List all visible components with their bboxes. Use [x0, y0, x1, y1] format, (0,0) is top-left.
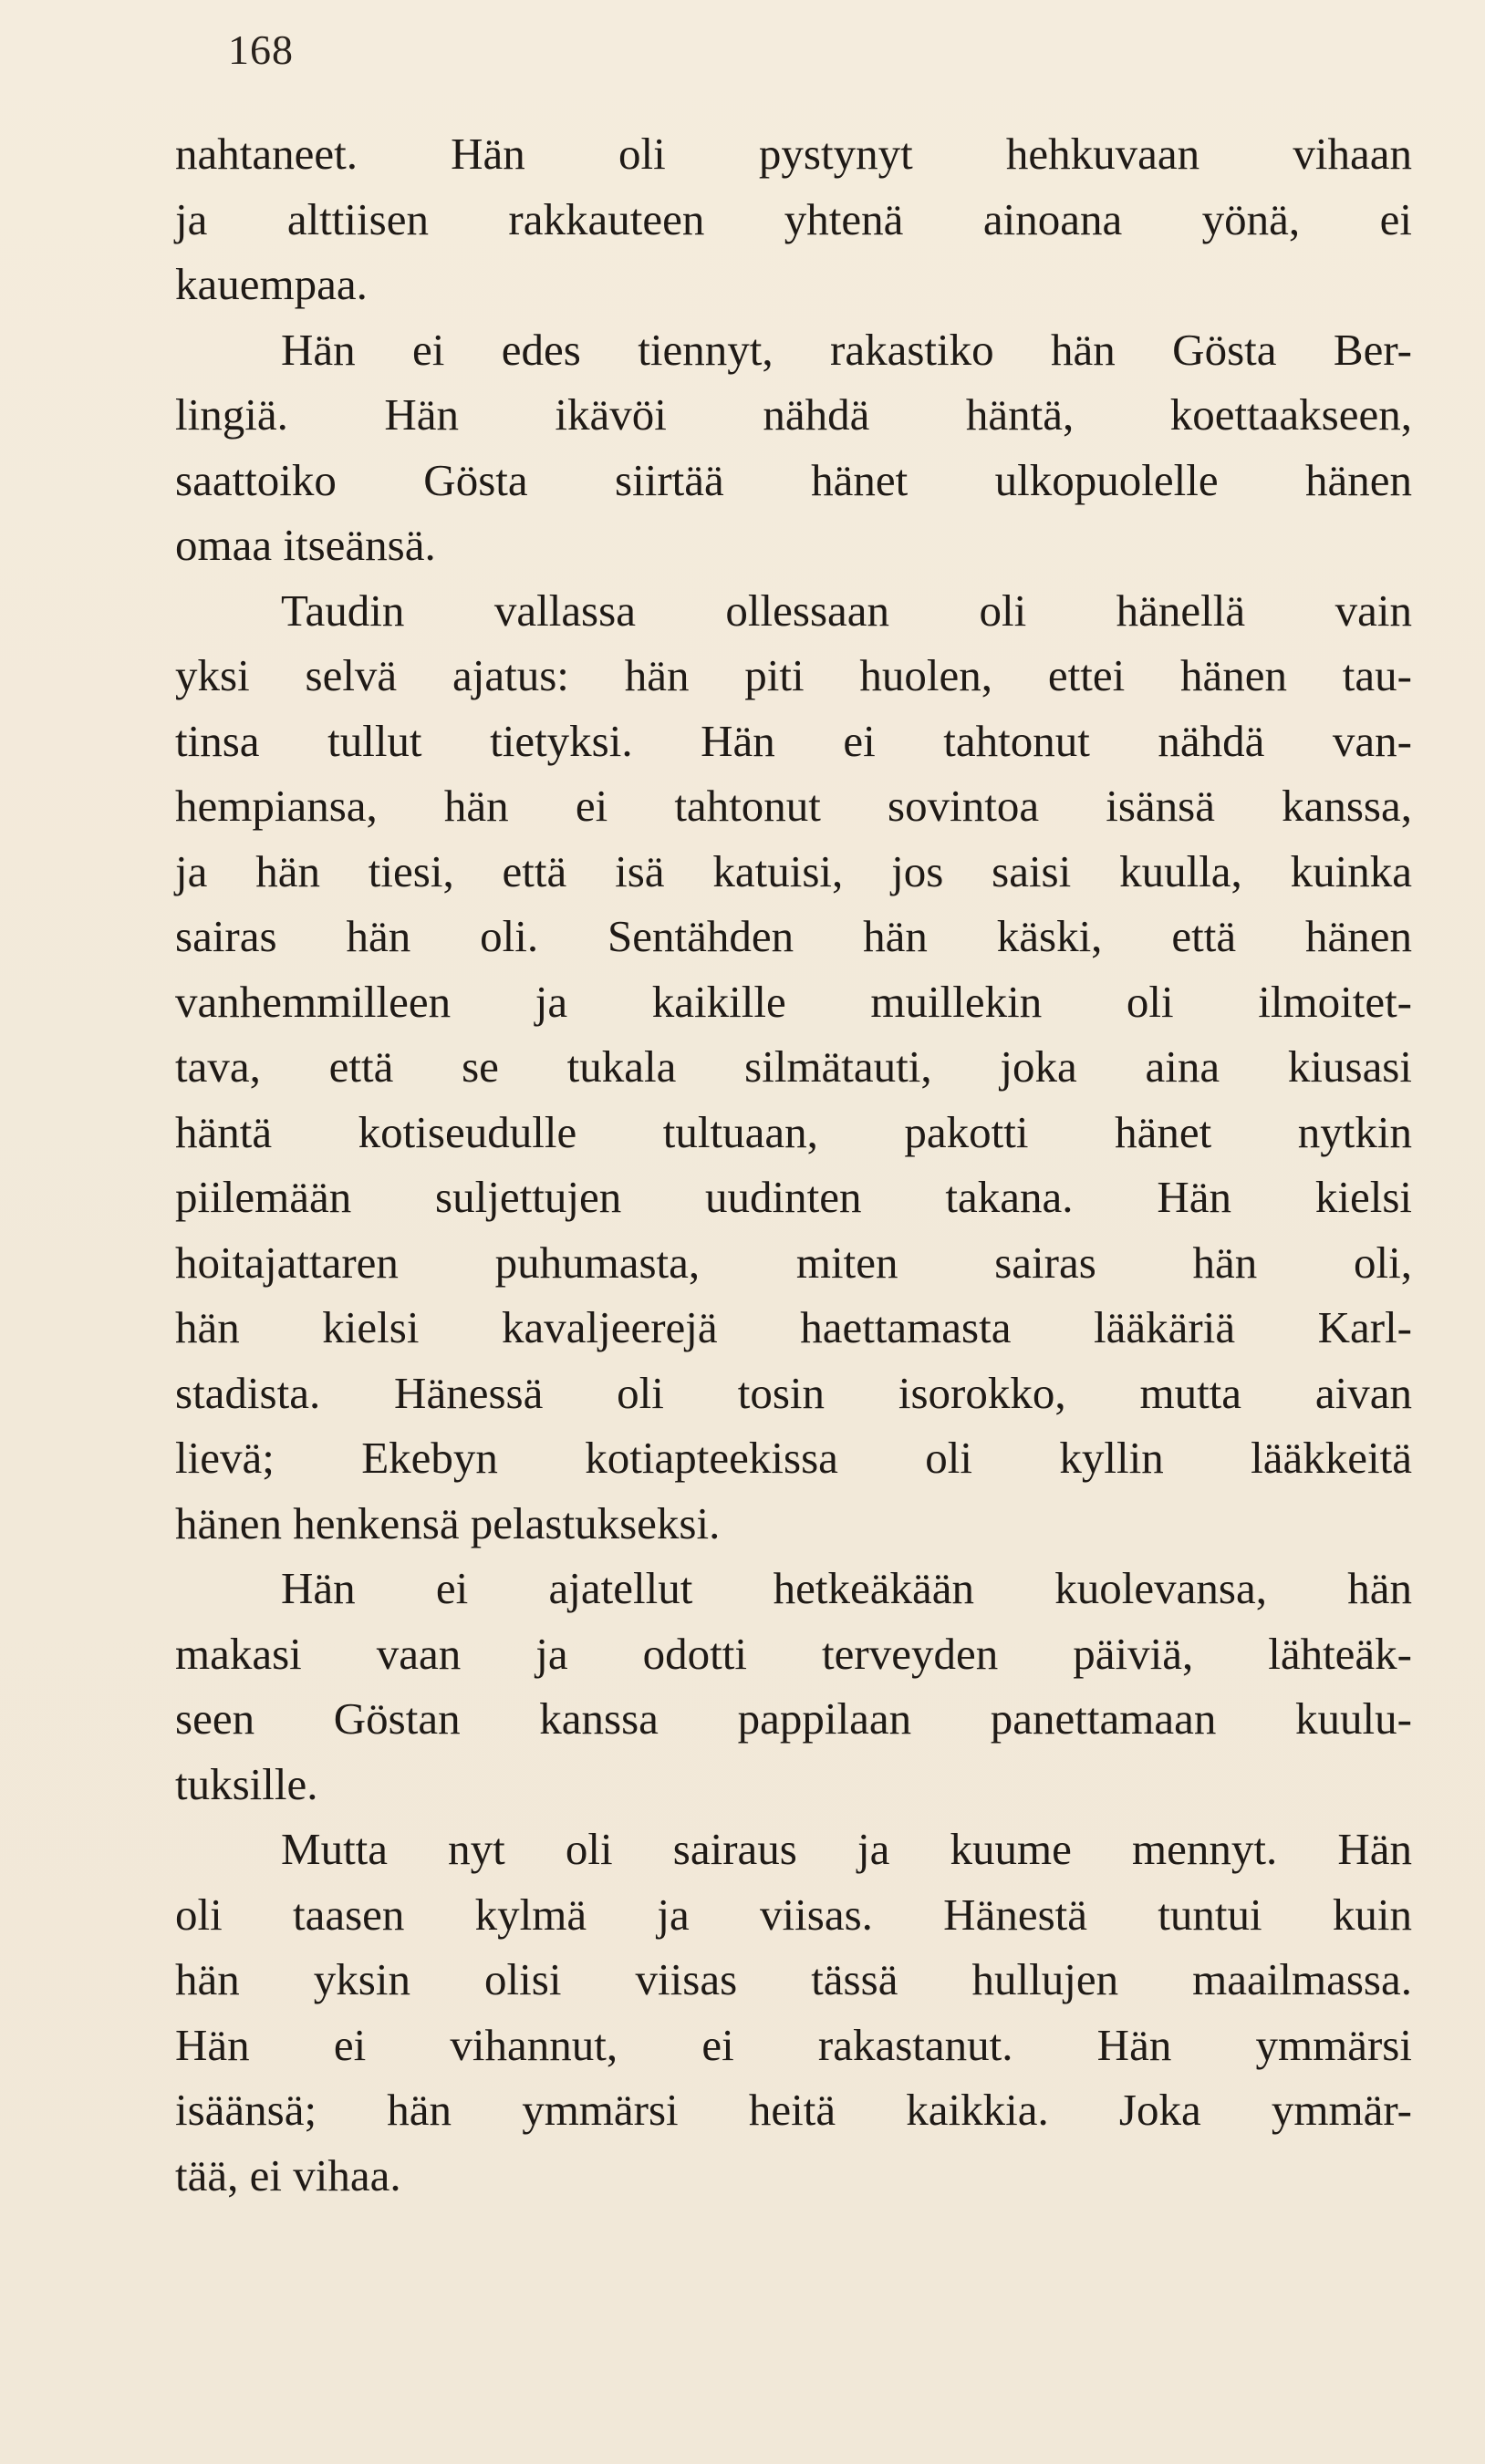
text-line: Mutta nyt oli sairaus ja kuume mennyt. Hän [281, 1824, 1412, 1874]
text-line: hän kielsi kavaljeerejä haettamasta lääkäriä Karl- [175, 1302, 1412, 1352]
text-line: seen Göstan kanssa pappilaan panettamaan kuulu- [175, 1693, 1412, 1744]
text-line: tuksille. [175, 1758, 318, 1809]
text-line: kauempaa. [175, 259, 368, 309]
text-line: Hän ei ajatellut hetkeäkään kuolevansa, hän [281, 1563, 1412, 1613]
text-line: hänen henkensä pelastukseksi. [175, 1497, 721, 1548]
text-line: sairas hän oli. Sentähden hän käski, että hänen [175, 911, 1412, 961]
text-line: hempiansa, hän ei tahtonut sovintoa isänsä kanssa, [175, 781, 1412, 831]
text-line: ja hän tiesi, että isä katuisi, jos saisi kuulla, kuinka [175, 845, 1412, 896]
text-line: Taudin vallassa ollessaan oli hänellä vain [281, 585, 1412, 636]
text-line: Hän ei vihannut, ei rakastanut. Hän ymmärsi [175, 2019, 1412, 2070]
body-text [175, 121, 1412, 2208]
text-line: piilemään suljettujen uudinten takana. Hän kielsi [175, 1172, 1412, 1222]
text-line: oli taasen kylmä ja viisas. Hänestä tuntui kuin [175, 1889, 1412, 1940]
text-line: vanhemmilleen ja kaikille muillekin oli ilmoitet- [175, 976, 1412, 1027]
text-line: lingiä. Hän ikävöi nähdä häntä, koettaakseen, [175, 389, 1412, 440]
text-line: tinsa tullut tietyksi. Hän ei tahtonut nähdä van- [175, 715, 1412, 766]
text-line: Hän ei edes tiennyt, rakastiko hän Gösta Ber- [281, 324, 1412, 375]
text-line: lievä; Ekebyn kotiapteekissa oli kyllin lääkkeitä [175, 1433, 1412, 1483]
text-line: häntä kotiseudulle tultuaan, pakotti hänet nytkin [175, 1106, 1412, 1157]
text-line: ja alttiisen rakkauteen yhtenä ainoana yönä, ei [175, 193, 1412, 244]
page-number: 168 [228, 26, 294, 73]
text-line: tava, että se tukala silmätauti, joka aina kiusasi [175, 1041, 1412, 1092]
text-line: makasi vaan ja odotti terveyden päiviä, lähteäk- [175, 1628, 1412, 1679]
text-line: tää, ei vihaa. [175, 2149, 401, 2200]
text-line: stadista. Hänessä oli tosin isorokko, mutta aivan [175, 1367, 1412, 1418]
text-line: yksi selvä ajatus: hän piti huolen, ettei hänen tau- [175, 650, 1412, 700]
text-line: hän yksin olisi viisas tässä hullujen maailmassa. [175, 1954, 1412, 2004]
text-line: nahtaneet. Hän oli pystynyt hehkuvaan vihaan [175, 129, 1412, 179]
text-line: hoitajattaren puhumasta, miten sairas hän oli, [175, 1237, 1412, 1288]
text-line: saattoiko Gösta siirtää hänet ulkopuolelle hänen [175, 454, 1412, 505]
text-line: omaa itseänsä. [175, 520, 436, 570]
text-line: isäänsä; hän ymmärsi heitä kaikkia. Joka ymmär- [175, 2085, 1412, 2135]
